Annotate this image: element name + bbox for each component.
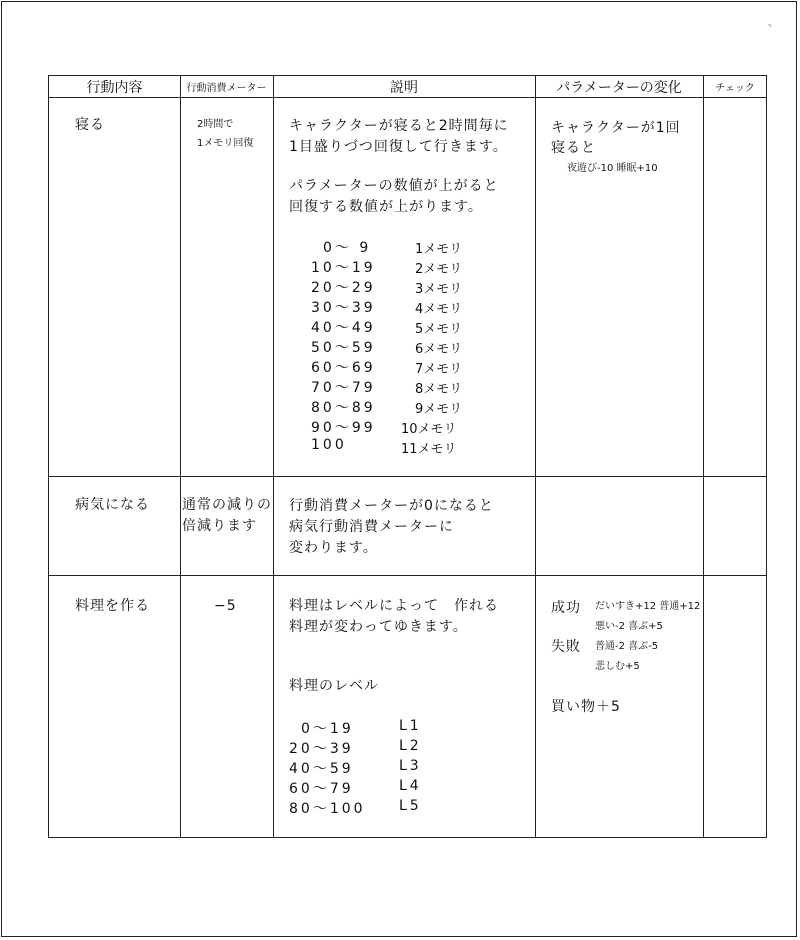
cook-level-value: L5 bbox=[399, 798, 422, 814]
recovery-memory: 3メモリ bbox=[415, 282, 463, 297]
sick-action: 病気になる bbox=[75, 497, 150, 513]
header-param-change: パラメーターの変化 bbox=[556, 79, 682, 96]
sick-meter-line-1: 通常の減りの bbox=[182, 497, 272, 513]
recovery-memory: 8メモリ bbox=[415, 382, 463, 397]
sleep-description-1 bbox=[289, 116, 509, 158]
row-divider-1 bbox=[49, 476, 766, 477]
cook-level-range: 60〜79 bbox=[289, 781, 354, 797]
cook-action: 料理を作る bbox=[75, 598, 150, 614]
sick-desc-line: 行動消費メーターが0になると bbox=[289, 498, 494, 514]
cook-level-value: L4 bbox=[399, 778, 422, 794]
recovery-range: 70〜79 bbox=[311, 380, 376, 396]
cook-description bbox=[289, 596, 499, 638]
cook-level-range: 40〜59 bbox=[289, 761, 354, 777]
sleep-meter-line-1: 2時間で bbox=[197, 119, 234, 130]
header-divider bbox=[49, 97, 766, 98]
cook-shopping: 買い物＋5 bbox=[551, 699, 621, 715]
recovery-memory: 10メモリ bbox=[401, 422, 457, 437]
cook-fail-label: 失敗 bbox=[551, 639, 581, 655]
sleep-desc-line: 回復する数値が上がります。 bbox=[289, 199, 483, 215]
cook-fail-small-1: 普通-2 喜ぶ-5 bbox=[595, 641, 659, 652]
recovery-range: 80〜89 bbox=[311, 400, 376, 416]
cook-success-label: 成功 bbox=[551, 600, 581, 616]
sick-desc-line: 病気行動消費メーターに bbox=[289, 519, 454, 535]
cook-level-range: 20〜39 bbox=[289, 741, 354, 757]
sick-desc-line: 変わります。 bbox=[289, 540, 378, 556]
cook-desc-line: 料理が変わってゆきます。 bbox=[289, 619, 468, 635]
cook-level-range: 80〜100 bbox=[289, 801, 366, 817]
cook-meter: −5 bbox=[214, 598, 237, 614]
sick-description bbox=[289, 496, 494, 559]
sleep-param-line-2: 寝ると bbox=[551, 140, 596, 156]
sleep-description-2 bbox=[289, 176, 499, 218]
header-action: 行動内容 bbox=[86, 79, 143, 96]
sleep-desc-line: 1目盛りづつ回復して行きます。 bbox=[289, 139, 508, 155]
col-divider-2 bbox=[273, 76, 274, 837]
header-meter: 行動消費メーター bbox=[186, 83, 267, 94]
cook-fail-small-2: 悲しむ+5 bbox=[595, 661, 640, 672]
header-check: チェック bbox=[715, 83, 755, 94]
recovery-memory: 7メモリ bbox=[415, 362, 463, 377]
recovery-memory: 11メモリ bbox=[401, 442, 457, 457]
recovery-memory: 5メモリ bbox=[415, 322, 463, 337]
corner-mark: 、 bbox=[768, 18, 778, 29]
recovery-range: 20〜29 bbox=[311, 280, 376, 296]
cook-level-title: 料理のレベル bbox=[289, 678, 379, 694]
recovery-range: 90〜99 bbox=[311, 420, 376, 436]
cook-level-value: L2 bbox=[399, 738, 422, 754]
cook-success-small-2: 悪い-2 喜ぶ+5 bbox=[595, 621, 663, 632]
col-divider-4 bbox=[703, 76, 704, 837]
cook-level-value: L3 bbox=[399, 758, 422, 774]
cook-desc-line: 料理はレベルによって 作れる bbox=[289, 598, 499, 614]
recovery-memory: 6メモリ bbox=[415, 342, 463, 357]
recovery-range: 0〜 9 bbox=[323, 240, 372, 256]
recovery-memory: 1メモリ bbox=[415, 242, 463, 257]
parameter-table bbox=[48, 75, 767, 838]
col-divider-1 bbox=[180, 76, 181, 837]
recovery-range: 100 bbox=[311, 437, 347, 453]
sleep-desc-line: パラメーターの数値が上がると bbox=[289, 178, 499, 194]
cook-level-value: L1 bbox=[399, 718, 422, 734]
recovery-memory: 2メモリ bbox=[415, 262, 463, 277]
col-divider-3 bbox=[535, 76, 536, 837]
recovery-range: 10〜19 bbox=[311, 260, 376, 276]
recovery-range: 50〜59 bbox=[311, 340, 376, 356]
recovery-range: 40〜49 bbox=[311, 320, 376, 336]
sleep-param-small: 夜遊び-10 睡眠+10 bbox=[567, 163, 658, 174]
sleep-meter-line-2: 1メモリ回復 bbox=[197, 138, 254, 149]
recovery-memory: 4メモリ bbox=[415, 302, 463, 317]
cook-success-small-1: だいすき+12 普通+12 bbox=[595, 601, 701, 612]
header-description: 説明 bbox=[390, 79, 418, 96]
cook-level-range: 0〜19 bbox=[301, 721, 354, 737]
sick-meter-line-2: 倍減ります bbox=[182, 518, 257, 534]
sleep-action: 寝る bbox=[75, 117, 105, 133]
row-divider-2 bbox=[49, 575, 766, 576]
recovery-range: 30〜39 bbox=[311, 300, 376, 316]
sleep-param-line-1: キャラクターが1回 bbox=[551, 120, 681, 136]
sleep-desc-line: キャラクターが寝ると2時間毎に bbox=[289, 118, 509, 134]
recovery-memory: 9メモリ bbox=[415, 402, 463, 417]
recovery-range: 60〜69 bbox=[311, 360, 376, 376]
